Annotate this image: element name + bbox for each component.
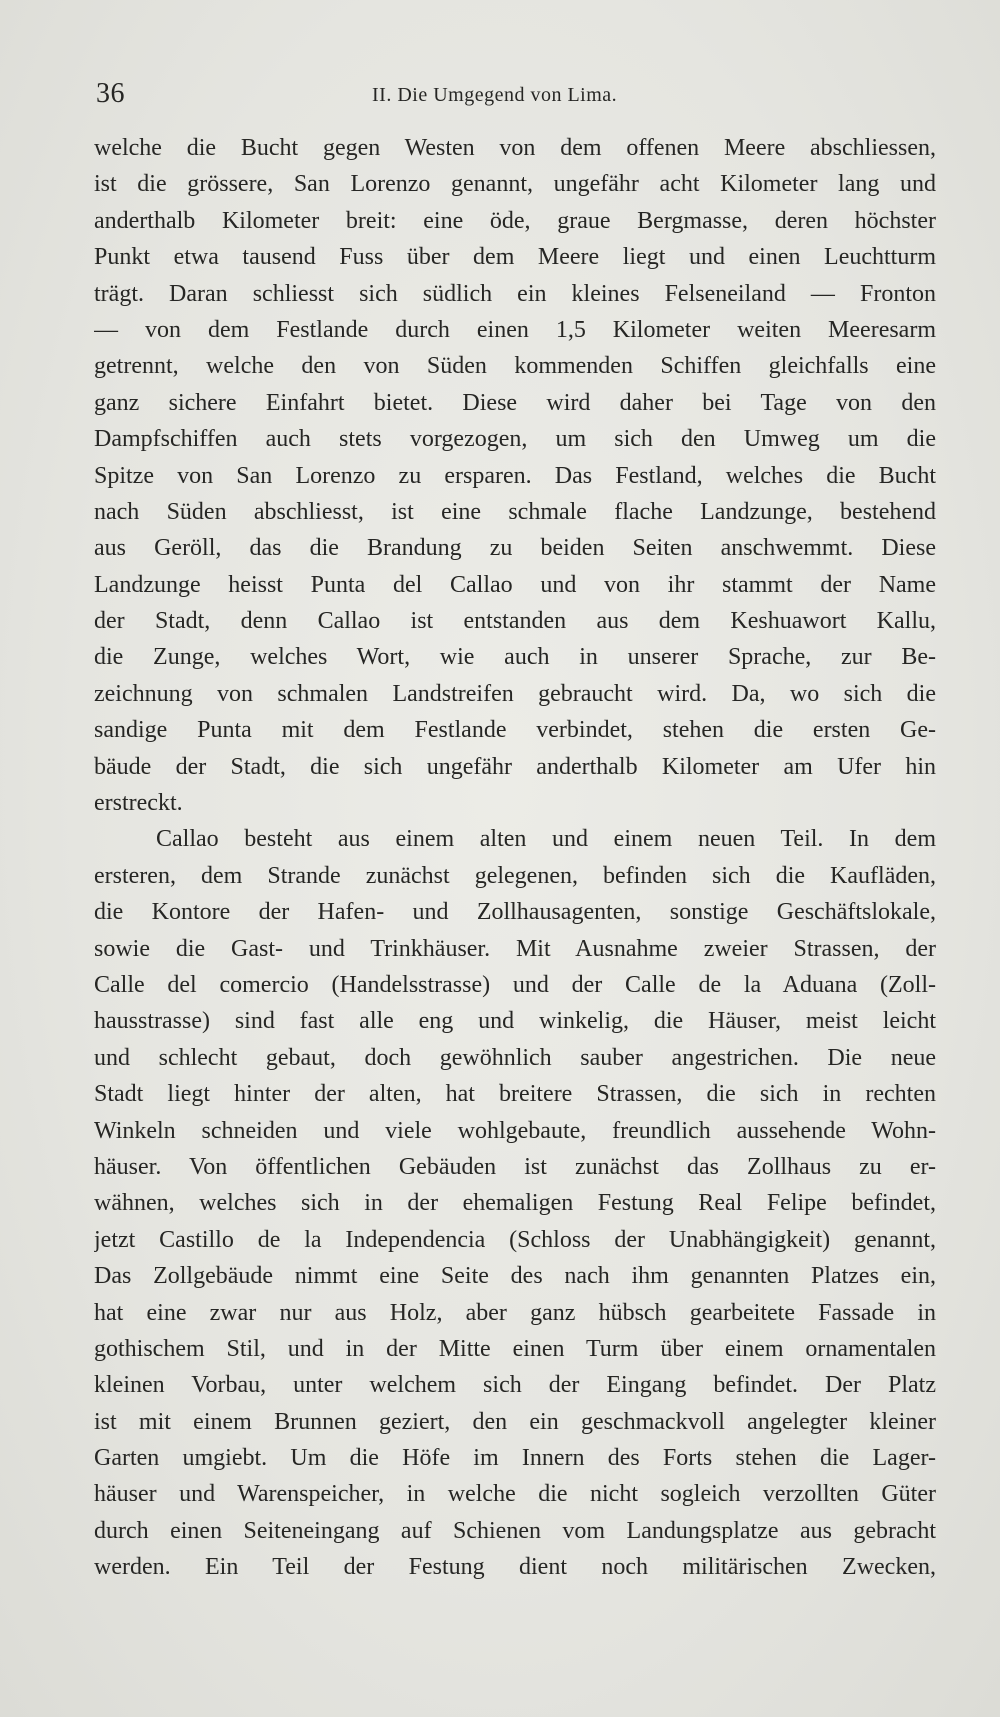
text-line: häuser. Von öffentlichen Gebäuden ist zunächst das Zollhaus zu er- bbox=[94, 1153, 936, 1180]
text-line: sowie die Gast- und Trinkhäuser. Mit Ausnahme zweier Strassen, der bbox=[94, 935, 936, 962]
text-line: kleinen Vorbau, unter welchem sich der Eingang befindet. Der Platz bbox=[94, 1372, 936, 1399]
text-line: wähnen, welches sich in der ehemaligen Festung Real Felipe befindet, bbox=[94, 1190, 936, 1217]
text-line: Dampfschiffen auch stets vorgezogen, um sich den Umweg um die bbox=[94, 426, 936, 453]
text-line: und schlecht gebaut, doch gewöhnlich sauber angestrichen. Die neue bbox=[94, 1044, 936, 1071]
text-line: trägt. Daran schliesst sich südlich ein kleines Felseneiland — Fronton bbox=[94, 280, 936, 307]
text-line: getrennt, welche den von Süden kommenden Schiffen gleichfalls eine bbox=[94, 353, 936, 380]
text-line: gothischem Stil, und in der Mitte einen Turm über einem ornamentalen bbox=[94, 1335, 936, 1362]
text-line: hausstrasse) sind fast alle eng und winkelig, die Häuser, meist leicht bbox=[94, 1008, 936, 1035]
text-line: nach Süden abschliesst, ist eine schmale flache Landzunge, bestehend bbox=[94, 498, 936, 525]
text-line: Punkt etwa tausend Fuss über dem Meere liegt und einen Leuchtturm bbox=[94, 244, 936, 271]
text-line: der Stadt, denn Callao ist entstanden aus dem Keshuawort Kallu, bbox=[94, 608, 936, 635]
text-line: hat eine zwar nur aus Holz, aber ganz hübsch gearbeitete Fassade in bbox=[94, 1299, 936, 1326]
text-line: sandige Punta mit dem Festlande verbindet, stehen die ersten Ge- bbox=[94, 717, 936, 744]
text-line: Winkeln schneiden und viele wohlgebaute, freundlich aussehende Wohn- bbox=[94, 1117, 936, 1144]
text-line: aus Geröll, das die Brandung zu beiden Seiten anschwemmt. Diese bbox=[94, 535, 936, 562]
text-line: Landzunge heisst Punta del Callao und von ihr stammt der Name bbox=[94, 571, 936, 598]
running-head: II. Die Umgegend von Lima. bbox=[372, 84, 618, 106]
text-line: durch einen Seiteneingang auf Schienen vom Landungsplatze aus gebracht bbox=[94, 1517, 936, 1544]
text-line: ersteren, dem Strande zunächst gelegenen, befinden sich die Kaufläden, bbox=[94, 862, 936, 889]
body-text bbox=[94, 130, 936, 1586]
text-line: Stadt liegt hinter der alten, hat breitere Strassen, die sich in rechten bbox=[94, 1081, 936, 1108]
text-line: die Kontore der Hafen- und Zollhausagenten, sonstige Geschäftslokale, bbox=[94, 899, 936, 926]
page-header bbox=[96, 78, 926, 118]
text-line: jetzt Castillo de la Independencia (Schloss der Unabhängigkeit) genannt, bbox=[94, 1226, 936, 1253]
text-line: welche die Bucht gegen Westen von dem offenen Meere abschliessen, bbox=[94, 135, 936, 161]
text-line: ist die grössere, San Lorenzo genannt, ungefähr acht Kilometer lang und bbox=[94, 171, 936, 198]
text-line: Calle del comercio (Handelsstrasse) und der Calle de la Aduana (Zoll- bbox=[94, 971, 936, 998]
text-line: werden. Ein Teil der Festung dient noch militärischen Zwecken, bbox=[94, 1554, 936, 1581]
text-line: zeichnung von schmalen Landstreifen gebraucht wird. Da, wo sich die bbox=[94, 680, 936, 707]
text-line: Spitze von San Lorenzo zu ersparen. Das Festland, welches die Bucht bbox=[94, 462, 936, 489]
text-line: die Zunge, welches Wort, wie auch in unserer Sprache, zur Be- bbox=[94, 644, 936, 671]
page-number: 36 bbox=[96, 78, 125, 109]
text-line: Garten umgiebt. Um die Höfe im Innern des Forts stehen die Lager- bbox=[94, 1445, 936, 1472]
text-line: häuser und Warenspeicher, in welche die nicht sogleich verzollten Güter bbox=[94, 1481, 936, 1508]
text-line: anderthalb Kilometer breit: eine öde, graue Bergmasse, deren höchster bbox=[94, 207, 936, 234]
text-line: — von dem Festlande durch einen 1,5 Kilometer weiten Meeresarm bbox=[94, 316, 936, 343]
paragraph-end-line: erstreckt. bbox=[94, 790, 183, 817]
paragraph-start-line: Callao besteht aus einem alten und einem neuen Teil. In dem bbox=[156, 826, 936, 853]
text-line: ist mit einem Brunnen geziert, den ein geschmackvoll angelegter kleiner bbox=[94, 1408, 936, 1435]
text-line: ganz sichere Einfahrt bietet. Diese wird daher bei Tage von den bbox=[94, 389, 936, 416]
text-line: bäude der Stadt, die sich ungefähr anderthalb Kilometer am Ufer hin bbox=[94, 753, 936, 780]
text-line: Das Zollgebäude nimmt eine Seite des nach ihm genannten Platzes ein, bbox=[94, 1263, 936, 1290]
